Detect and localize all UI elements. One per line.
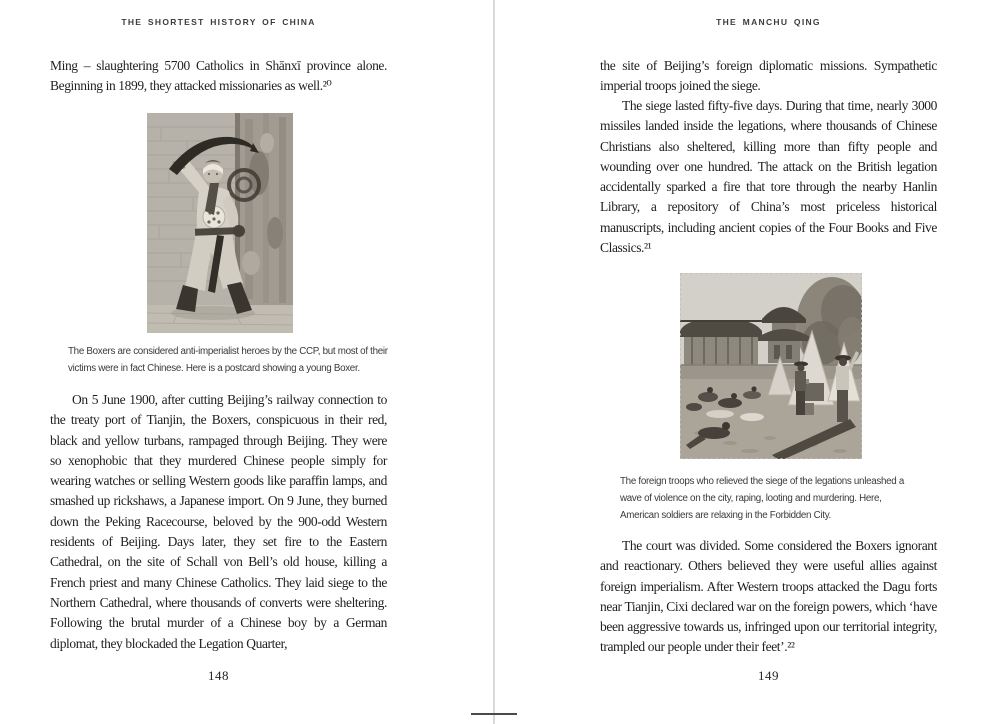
gutter-center-mark: [471, 713, 517, 715]
running-header-right: THE MANCHU QING: [716, 17, 821, 27]
left-main-paragraph: On 5 June 1900, after cutting Beijing’s railway connection to the treaty port of Tianjin, the Boxers, conspicuous in their red, black and yellow turbans, rampaged through Beijing. They were so xenophobic that they murdered Chinese people simply for wearing watches or selling Western goods like paraffin lamps, and smashed up rickshaws, a Japanese import. On 9 June, they burned down the Peking Racecourse, beloved by the 900-odd Western residents of Beijing. Days later, they set fire to the Eastern Cathedral, on the site of Schall von Bell’s old house, killing a French priest and many Chinese Catholics. They laid siege to the Northern Cathedral, where thousands of converts were sheltering. Following the brutal murder of a Chinese boy by a German diplomat, they blockaded the Legation Quarter,: [50, 392, 387, 651]
right-photo-caption: The foreign troops who relieved the siege of the legations unleashed a wave of violence on the city, raping, looting and murdering. Here, American soldiers are relaxing in the Forbidden City.: [620, 476, 904, 521]
forbidden-city-photo-figure: [680, 273, 862, 459]
running-header-left: THE SHORTEST HISTORY OF CHINA: [121, 17, 316, 27]
right-paragraph-continuation: the site of Beijing’s foreign diplomatic missions. Sympathetic imperial troops joined the siege.: [600, 58, 937, 94]
boxer-postcard-photo: [147, 113, 293, 333]
page-number-left: 148: [208, 668, 229, 683]
page-number-right: 149: [758, 668, 779, 683]
forbidden-city-photo: [680, 273, 862, 459]
page-gutter-divider: [493, 0, 495, 724]
right-paragraph-siege: The siege lasted fifty-five days. During that time, nearly 3000 missiles landed inside the legations, where thousands of Chinese Christians also sheltered, killing more than fifty people and wounding over one hundred. The attack on the British legation accidentally sparked a fire that tore through the nearby Hanlin Library, a repository of China’s most priceless historical manuscripts, including ancient copies of the Four Books and Five Classics.²¹: [600, 98, 937, 256]
left-photo-caption: The Boxers are considered anti-imperialist heroes by the CCP, but most of their victims were in fact Chinese. Here is a postcard showing a young Boxer.: [68, 346, 388, 374]
boxer-photo-figure: [147, 113, 293, 333]
right-paragraph-court: The court was divided. Some considered the Boxers ignorant and reactionary. Others believed they were useful allies against foreign imperialism. After Western troops attacked the Dagu forts near Tianjin, Cixi declared war on the foreign powers, which ‘have been aggressive towards us, infringed upon our territorial integrity, trampled our people under their feet’.²²: [600, 538, 937, 655]
left-paragraph-continuation: Ming – slaughtering 5700 Catholics in Shānxī province alone. Beginning in 1899, they attacked missionaries as well.²⁰: [50, 58, 387, 94]
